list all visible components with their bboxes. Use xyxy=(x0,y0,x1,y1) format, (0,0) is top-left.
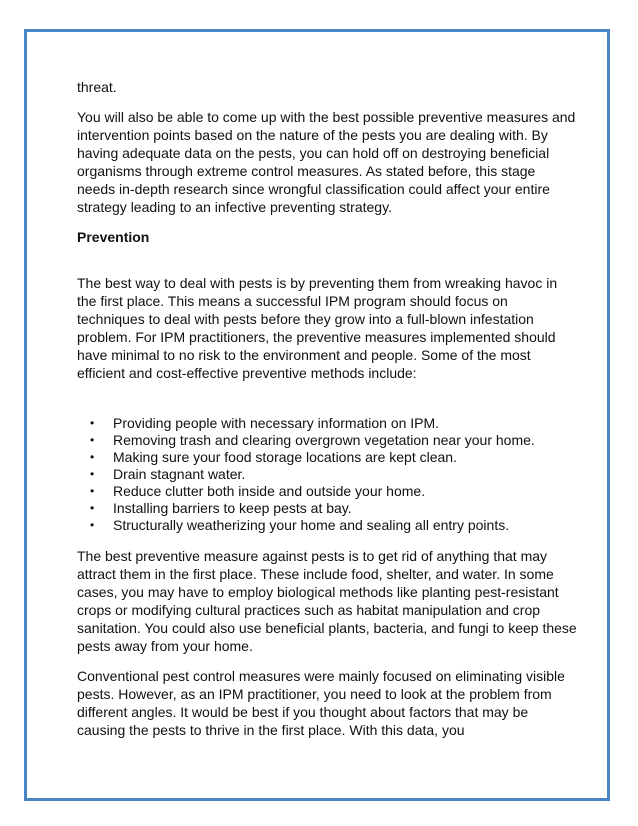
list-item xyxy=(77,432,577,449)
bullet-icon: • xyxy=(90,433,95,447)
list-item xyxy=(77,483,577,500)
prevention-methods-list xyxy=(77,415,577,534)
heading-prevention: Prevention xyxy=(77,229,150,245)
document-body xyxy=(77,78,577,739)
list-item-text: Reduce clutter both inside and outside your home. xyxy=(113,483,426,499)
list-item xyxy=(77,517,577,534)
list-item xyxy=(77,466,577,483)
paragraph-conventional: Conventional pest control measures were mainly focused on eliminating visible pests. However, as an IPM practitioner, you need to look at the problem from different angles. It would be best if you thought about factors that may be causing the pests to thrive in the first place. With this data, you xyxy=(77,668,565,738)
bullet-icon: • xyxy=(90,518,95,532)
list-item xyxy=(77,415,577,432)
list-item xyxy=(77,500,577,517)
bullet-icon: • xyxy=(90,501,95,515)
paragraph-threat: threat. xyxy=(77,79,117,95)
list-item-text: Providing people with necessary information on IPM. xyxy=(113,415,440,431)
list-item-text: Structurally weatherizing your home and sealing all entry points. xyxy=(113,517,510,533)
bullet-icon: • xyxy=(90,450,95,464)
bullet-icon: • xyxy=(90,484,95,498)
list-item xyxy=(77,449,577,466)
list-item-text: Drain stagnant water. xyxy=(113,466,246,482)
bullet-icon: • xyxy=(90,467,95,481)
paragraph-preventive-measures: You will also be able to come up with the best possible preventive measures and intervention points based on the nature of the pests you are dealing with. By having adequate data on the pests, you can hold off on destroying beneficial organisms through extreme control measures. As stated before, this stage needs in-depth research since wrongful classification could affect your entire strategy leading to an infective preventing strategy. xyxy=(77,109,576,215)
bullet-icon: • xyxy=(90,416,95,430)
list-item-text: Making sure your food storage locations are kept clean. xyxy=(113,449,457,465)
paragraph-best-way: The best way to deal with pests is by preventing them from wreaking havoc in the first place. This means a successful IPM program should focus on techniques to deal with pests before they grow into a full-blown infestation problem. For IPM practitioners, the preventive measures implemented should have minimal to no risk to the environment and people. Some of the most efficient and cost-effective preventive methods include: xyxy=(77,275,558,381)
paragraph-attract: The best preventive measure against pests is to get rid of anything that may attract them in the first place. These include food, shelter, and water. In some cases, you may have to employ biological methods like planting pest-resistant crops or modifying cultural practices such as habitat manipulation and crop sanitation. You could also use beneficial plants, bacteria, and fungi to keep these pests away from your home. xyxy=(77,548,577,654)
list-item-text: Removing trash and clearing overgrown vegetation near your home. xyxy=(113,432,535,448)
list-item-text: Installing barriers to keep pests at bay. xyxy=(113,500,352,516)
